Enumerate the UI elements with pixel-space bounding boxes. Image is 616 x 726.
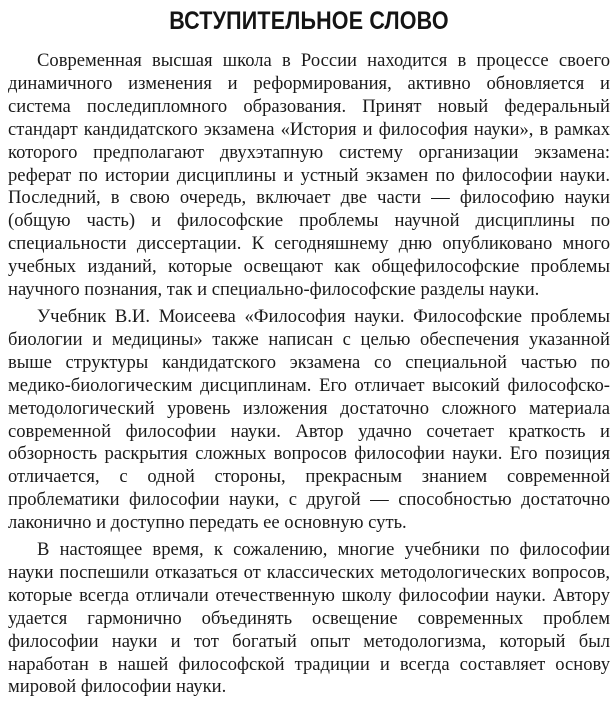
paragraph-1: Современная высшая школа в России находится в процессе своего динамичного изменения и реформирования, активно обновляется и система последипломного образования. Принят новый федеральный стандарт кандидатского экзамена «История и философия науки», в рамках которого предполагают двухэтапную систему организации экзамена: реферат по истории дисциплины и устный экзамен по философии науки. Последний, в свою очередь, включает две части — философию науки (общую часть) и философские проблемы научной дисциплины по специальности диссертации. К сегодняшнему дню опубликовано много учебных изданий, которые освещают как общефилософские проблемы научного познания, так и специально-философские разделы науки. bbox=[8, 50, 610, 301]
page-title: ВСТУПИТЕЛЬНОЕ СЛОВО bbox=[169, 7, 449, 35]
paragraph-2: Учебник В.И. Моисеева «Философия науки. Философские проблемы биологии и медицины» также написан с целью обеспечения указанной выше структуры кандидатского экзамена со специальной частью по медико-биологическим дисциплинам. Его отличает высокий философско-методологический уровень изложения достаточно сложного материала современной философии науки. Автор удачно сочетает краткость и обзорность раскрытия сложных вопросов философии науки. Его позиция отличается, с одной стороны, прекрасным знанием современной проблематики философии науки, с другой — способностью достаточно лаконично и доступно передать ее основную суть. bbox=[8, 305, 610, 534]
paragraph-3: В настоящее время, к сожалению, многие учебники по философии науки поспешили отказаться от классических методологических вопросов, которые всегда отличали отечественную школу философии науки. Автору удается гармонично объединять освещение современных проблем философии науки и тот богатый опыт методологизма, который был наработан в нашей философской традиции и всегда составляет основу мировой философии науки. bbox=[8, 539, 610, 698]
